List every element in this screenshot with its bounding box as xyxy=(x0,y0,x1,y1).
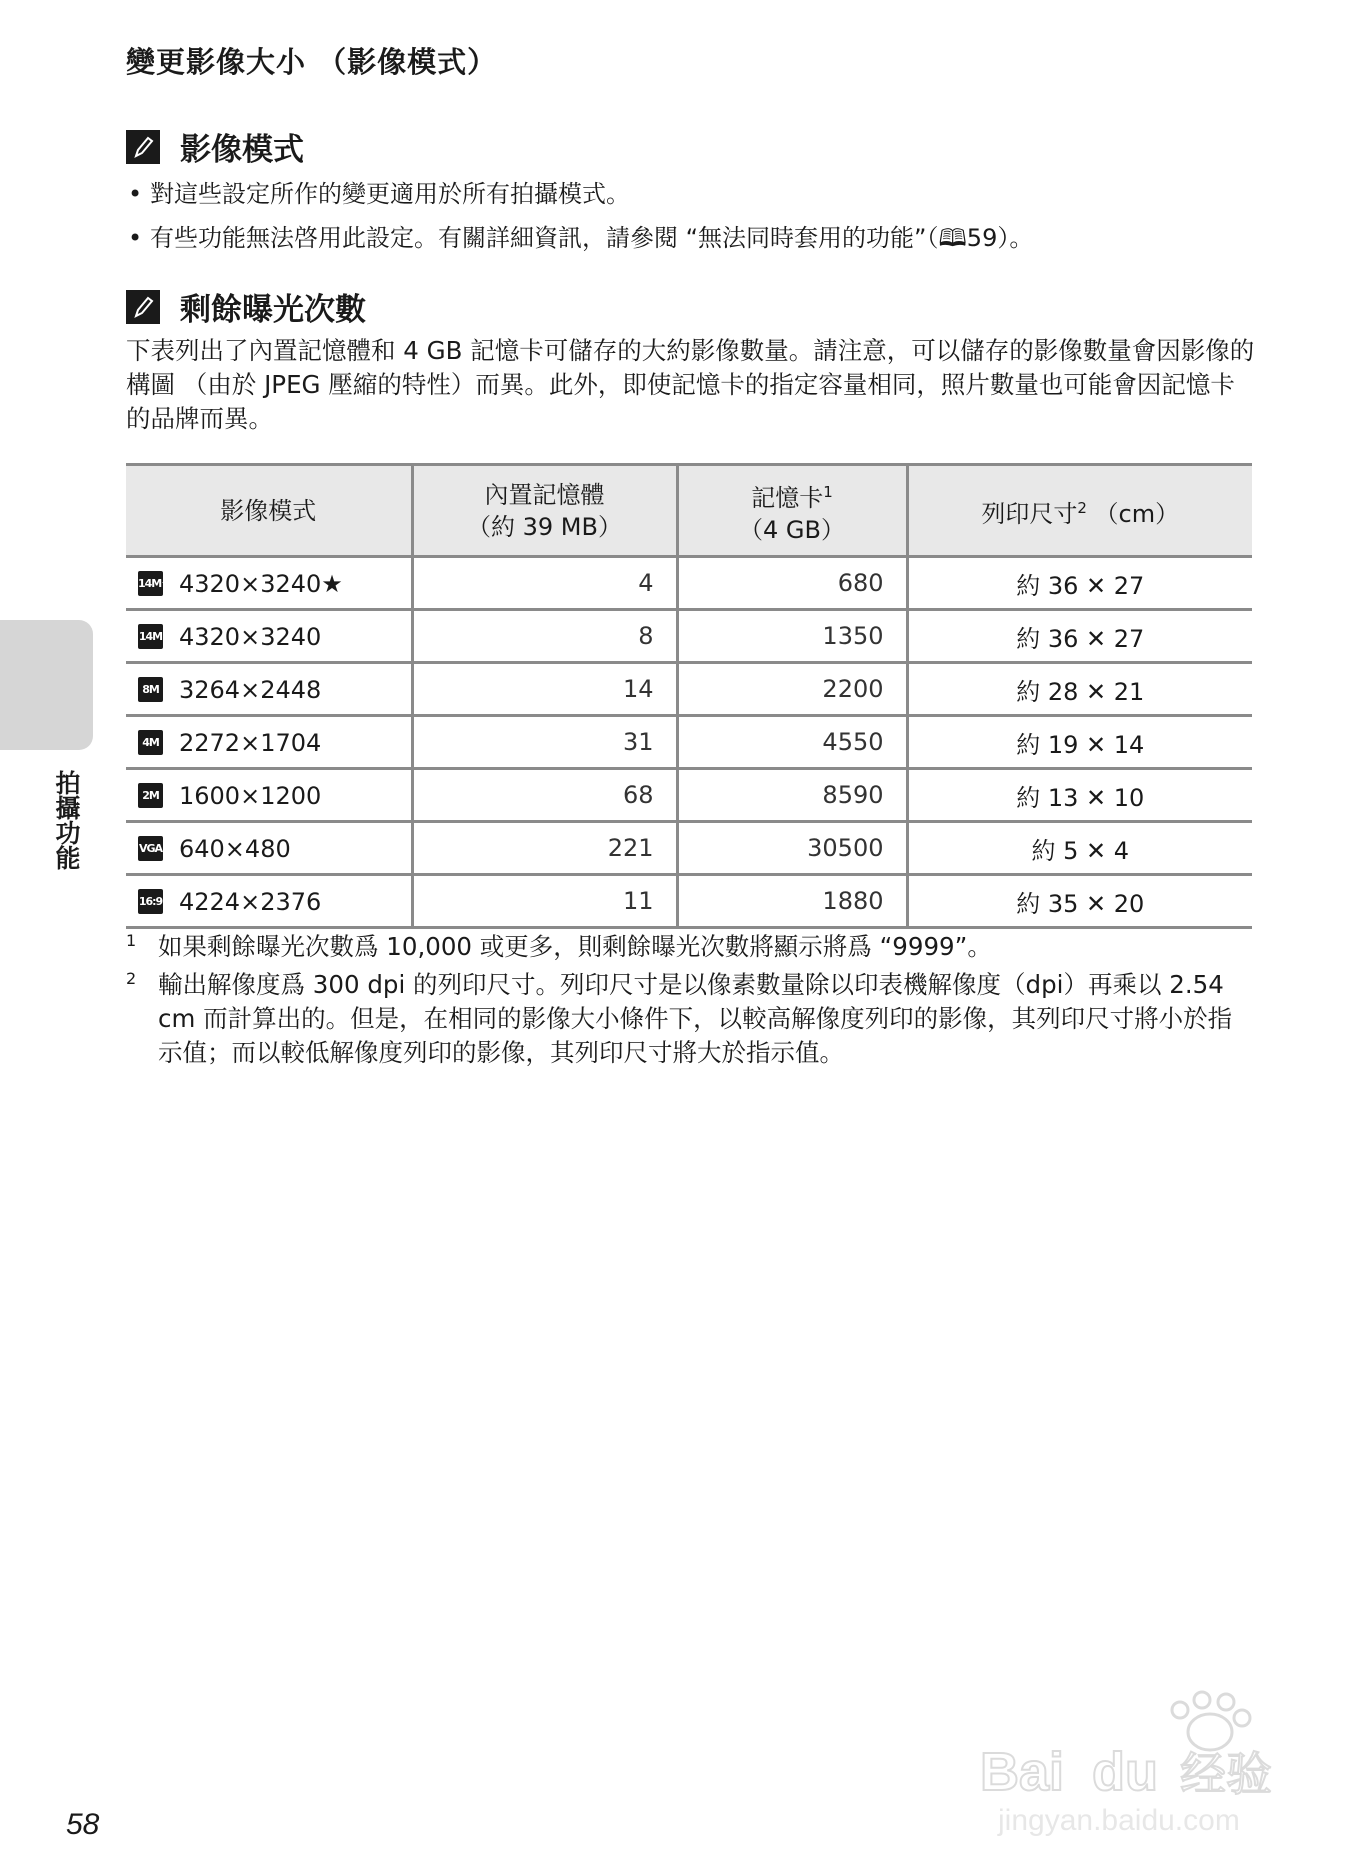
mode-label: 4224×2376 xyxy=(179,887,322,916)
note-pencil-icon xyxy=(126,130,160,164)
cell-print-size: 約 36 ✕ 27 xyxy=(907,557,1252,610)
cell-card: 30500 xyxy=(677,822,907,875)
table-header-row xyxy=(126,465,1252,557)
header-internal-line2: （約 39 MB） xyxy=(467,512,622,541)
note-pencil-icon xyxy=(126,290,160,324)
cell-print-size: 約 35 ✕ 20 xyxy=(907,875,1252,928)
mode-label: 4320×3240 xyxy=(179,622,322,651)
cell-mode xyxy=(126,716,412,769)
section-title: 剩餘曝光次數 xyxy=(180,292,366,328)
cell-card: 4550 xyxy=(677,716,907,769)
table-row xyxy=(126,610,1252,663)
watermark-brand2: du xyxy=(1092,1742,1158,1802)
cell-internal: 68 xyxy=(412,769,677,822)
table-row xyxy=(126,769,1252,822)
section-heading-image-mode xyxy=(126,124,304,169)
chapter-tab xyxy=(0,620,93,750)
list-item xyxy=(126,216,1256,260)
cell-card: 1880 xyxy=(677,875,907,928)
image-mode-icon: 2M xyxy=(138,783,163,808)
table-row xyxy=(126,557,1252,610)
footnote-ref: 1 xyxy=(823,482,833,501)
cell-internal: 11 xyxy=(412,875,677,928)
header-internal xyxy=(412,465,677,557)
image-mode-icon: VGA xyxy=(138,836,163,861)
cell-internal: 14 xyxy=(412,663,677,716)
mode-label: 3264×2448 xyxy=(179,675,322,704)
cell-internal: 221 xyxy=(412,822,677,875)
cell-mode xyxy=(126,769,412,822)
header-internal-line1: 內置記憶體 xyxy=(484,480,605,509)
footnote-text: 如果剩餘曝光次數爲 10,000 或更多，則剩餘曝光次數將顯示將爲 “9999”。 xyxy=(158,932,992,961)
header-card-line2: （4 GB） xyxy=(739,515,845,544)
cell-mode xyxy=(126,610,412,663)
baidu-watermark xyxy=(980,1690,1300,1840)
header-print-unit: （cm） xyxy=(1086,499,1180,528)
cell-mode xyxy=(126,875,412,928)
page-reference: 59）。 xyxy=(966,224,1034,252)
cell-mode xyxy=(126,557,412,610)
watermark-brand: Bai xyxy=(980,1742,1065,1802)
table-row xyxy=(126,875,1252,928)
watermark-cn: 经验 xyxy=(1180,1747,1272,1801)
cell-card: 8590 xyxy=(677,769,907,822)
footnote-ref: 2 xyxy=(1077,498,1087,517)
image-mode-icon: 14M★ xyxy=(138,571,163,596)
page-title: 變更影像大小 （影像模式） xyxy=(126,45,498,79)
cell-internal: 8 xyxy=(412,610,677,663)
mode-label: 640×480 xyxy=(179,834,291,863)
capacity-table xyxy=(126,463,1252,929)
table-row xyxy=(126,663,1252,716)
header-mode: 影像模式 xyxy=(126,465,412,557)
header-card xyxy=(677,465,907,557)
page-number: 58 xyxy=(66,1808,100,1841)
header-print-size xyxy=(907,465,1252,557)
cell-print-size: 約 5 ✕ 4 xyxy=(907,822,1252,875)
footnote xyxy=(126,930,1256,964)
footnote xyxy=(126,968,1256,1070)
cell-internal: 4 xyxy=(412,557,677,610)
mode-label: 1600×1200 xyxy=(179,781,322,810)
cell-print-size: 約 28 ✕ 21 xyxy=(907,663,1252,716)
footnote-number: 1 xyxy=(126,931,137,950)
cell-internal: 31 xyxy=(412,716,677,769)
intro-paragraph: 下表列出了內置記憶體和 4 GB 記憶卡可儲存的大約影像數量。請注意，可以儲存的影像數量會因影像的構圖 （由於 JPEG 壓縮的特性）而異。此外，即使記憶卡的指定容量相同，照片數量也可能會因記憶卡的品牌而異。 xyxy=(126,336,1255,433)
section-title: 影像模式 xyxy=(180,132,304,168)
header-print-main: 列印尺寸 xyxy=(981,499,1078,528)
cell-mode xyxy=(126,663,412,716)
section-heading-remaining xyxy=(126,284,366,329)
bullet-list xyxy=(126,172,1256,260)
footnotes xyxy=(126,930,1256,1074)
chapter-label: 拍攝功能 xyxy=(52,770,81,870)
watermark-url: jingyan.baidu.com xyxy=(998,1804,1240,1837)
mode-label: 4320×3240★ xyxy=(179,569,343,598)
cell-print-size: 約 36 ✕ 27 xyxy=(907,610,1252,663)
cell-print-size: 約 13 ✕ 10 xyxy=(907,769,1252,822)
header-card-line1: 記憶卡 xyxy=(751,483,824,512)
cell-print-size: 約 19 ✕ 14 xyxy=(907,716,1252,769)
image-mode-icon: 8M xyxy=(138,677,163,702)
list-item: • 對這些設定所作的變更適用於所有拍攝模式。 xyxy=(126,172,1256,216)
book-reference-icon: 🕮 xyxy=(938,224,967,252)
cell-card: 2200 xyxy=(677,663,907,716)
mode-label: 2272×1704 xyxy=(179,728,322,757)
footnote-text: 輸出解像度爲 300 dpi 的列印尺寸。列印尺寸是以像素數量除以印表機解像度（dpi）再乘以 2.54 cm 而計算出的。但是，在相同的影像大小條件下，以較高解像度列印的影像，其列印尺寸將小於指示值；而以較低解像度列印的影像，其列印尺寸將大於指示值。 xyxy=(158,970,1233,1067)
table-row xyxy=(126,822,1252,875)
image-mode-icon: 4M xyxy=(138,730,163,755)
cell-card: 1350 xyxy=(677,610,907,663)
footnote-number: 2 xyxy=(126,969,137,988)
cell-card: 680 xyxy=(677,557,907,610)
table-row xyxy=(126,716,1252,769)
cell-mode xyxy=(126,822,412,875)
image-mode-icon: 14M xyxy=(138,624,163,649)
image-mode-icon: 16:9 xyxy=(138,889,163,914)
bullet-text: 有些功能無法啓用此設定。有關詳細資訊，請參閱 “無法同時套用的功能”（ xyxy=(150,224,939,252)
